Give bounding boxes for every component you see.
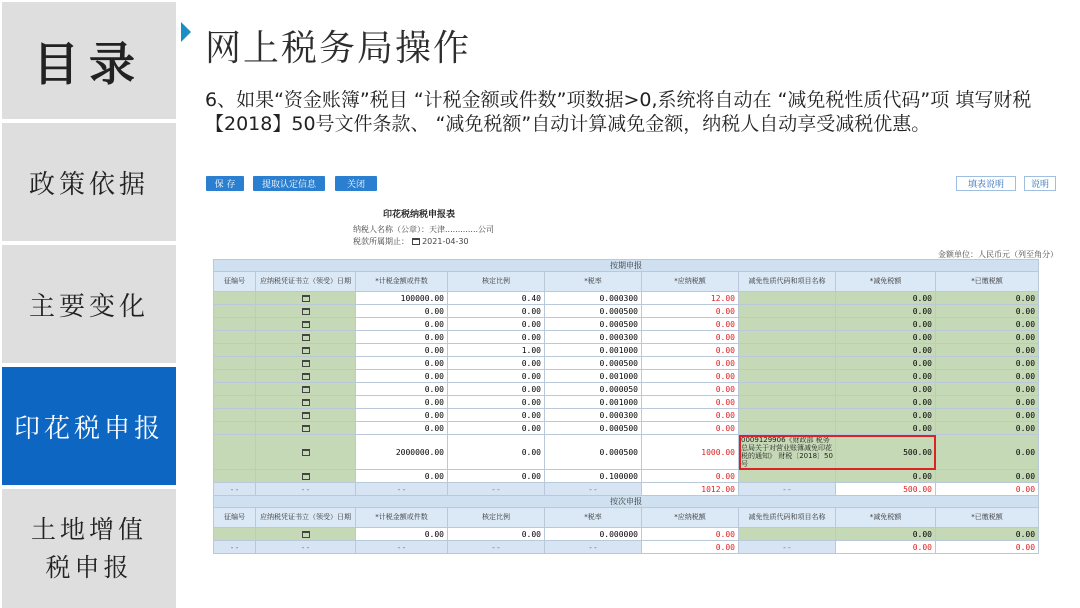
amount-input[interactable]: 0.00 [356, 357, 448, 370]
table-row [214, 305, 1039, 318]
ratio-input[interactable]: 0.00 [448, 396, 545, 409]
tax-payable: 0.00 [642, 422, 739, 435]
amount-input[interactable]: 2000000.00 [356, 435, 448, 470]
rate-input[interactable]: 0.000500 [545, 357, 642, 370]
form-title: 印花税纳税申报表 [383, 210, 456, 220]
table-row [214, 528, 1039, 541]
amount-input[interactable]: 100000.00 [356, 292, 448, 305]
exemption-code[interactable] [739, 344, 836, 357]
tax-payable: 1000.00 [642, 435, 739, 470]
tax-payable: 0.00 [642, 318, 739, 331]
total-placeholder: -- [356, 483, 448, 496]
amount-input[interactable]: 0.00 [356, 383, 448, 396]
column-header: 征编号 [214, 272, 256, 292]
date-cell [256, 318, 356, 331]
sidebar-item-change[interactable]: 主要变化 [2, 245, 176, 363]
tax-period-value: 2021-04-30 [422, 237, 469, 246]
total-placeholder: -- [256, 483, 356, 496]
table-row [214, 292, 1039, 305]
exemption-amount: 500.00 [836, 435, 936, 470]
exemption-code[interactable] [739, 528, 836, 541]
row-code [214, 409, 256, 422]
date-cell [256, 305, 356, 318]
column-header: 应纳税凭证书立（领受）日期 [256, 508, 356, 528]
row-code [214, 318, 256, 331]
total-exempt: 0.00 [836, 541, 936, 554]
calendar-icon[interactable] [302, 321, 310, 328]
paid-amount: 0.00 [936, 370, 1039, 383]
rate-input[interactable]: 0.000500 [545, 435, 642, 470]
paid-amount: 0.00 [936, 409, 1039, 422]
ratio-input[interactable]: 1.00 [448, 344, 545, 357]
exemption-amount: 0.00 [836, 370, 936, 383]
rate-input[interactable]: 0.000500 [545, 305, 642, 318]
date-cell [256, 528, 356, 541]
exemption-code[interactable] [739, 318, 836, 331]
total-placeholder: -- [448, 483, 545, 496]
date-cell [256, 422, 356, 435]
section-header [214, 260, 1039, 272]
ratio-input[interactable]: 0.00 [448, 331, 545, 344]
calendar-icon[interactable] [302, 531, 310, 538]
column-header-row [214, 508, 1039, 528]
column-header: *已缴税额 [936, 272, 1039, 292]
column-header: *计税金额或件数 [356, 508, 448, 528]
paid-amount: 0.00 [936, 292, 1039, 305]
sidebar-item-policy[interactable]: 政策依据 [2, 123, 176, 241]
calendar-icon[interactable] [302, 425, 310, 432]
exemption-code[interactable] [739, 370, 836, 383]
paid-amount: 0.00 [936, 305, 1039, 318]
exemption-amount: 0.00 [836, 528, 936, 541]
section-title: 按次申报 [214, 496, 1039, 508]
row-code [214, 305, 256, 318]
exemption-code[interactable] [739, 409, 836, 422]
row-code [214, 422, 256, 435]
calendar-icon[interactable] [302, 386, 310, 393]
rate-input[interactable]: 0.000500 [545, 318, 642, 331]
help-button[interactable]: 说明 [1024, 176, 1056, 191]
close-button[interactable]: 关闭 [335, 176, 377, 191]
exemption-code[interactable] [739, 357, 836, 370]
calendar-icon[interactable] [412, 238, 420, 245]
table-row [214, 383, 1039, 396]
row-code [214, 331, 256, 344]
date-cell [256, 409, 356, 422]
tax-payable: 0.00 [642, 305, 739, 318]
ratio-input[interactable]: 0.00 [448, 383, 545, 396]
ratio-input[interactable]: 0.00 [448, 370, 545, 383]
amount-input[interactable]: 0.00 [356, 305, 448, 318]
date-cell [256, 470, 356, 483]
rate-input[interactable]: 0.000000 [545, 528, 642, 541]
page-title: 网上税务局操作 [205, 28, 472, 69]
rate-input[interactable]: 0.000500 [545, 422, 642, 435]
rate-input[interactable]: 0.001000 [545, 344, 642, 357]
row-code [214, 528, 256, 541]
exemption-amount: 0.00 [836, 396, 936, 409]
table-row [214, 331, 1039, 344]
exemption-amount: 0.00 [836, 318, 936, 331]
table-row [214, 396, 1039, 409]
section-header [214, 496, 1039, 508]
calendar-icon[interactable] [302, 373, 310, 380]
calendar-icon[interactable] [302, 347, 310, 354]
ratio-input[interactable]: 0.00 [448, 305, 545, 318]
exemption-code[interactable] [739, 396, 836, 409]
amount-input[interactable]: 0.00 [356, 422, 448, 435]
calendar-icon[interactable] [302, 412, 310, 419]
section-title: 按期申报 [214, 260, 1039, 272]
exemption-amount: 0.00 [836, 422, 936, 435]
total-placeholder: -- [214, 541, 256, 554]
date-cell [256, 331, 356, 344]
fetch-info-button[interactable]: 提取认定信息 [253, 176, 325, 191]
tax-form-screenshot [198, 170, 1058, 570]
calendar-icon[interactable] [302, 360, 310, 367]
table-row [214, 470, 1039, 483]
total-placeholder: -- [448, 541, 545, 554]
rate-input[interactable]: 0.000300 [545, 292, 642, 305]
row-code [214, 292, 256, 305]
tax-payable: 0.00 [642, 409, 739, 422]
row-code [214, 396, 256, 409]
row-code [214, 435, 256, 470]
calendar-icon[interactable] [302, 473, 310, 480]
total-tax: 1012.00 [642, 483, 739, 496]
ratio-input[interactable]: 0.40 [448, 292, 545, 305]
rate-input[interactable]: 0.001000 [545, 370, 642, 383]
amount-input[interactable]: 0.00 [356, 470, 448, 483]
ratio-input[interactable]: 0.00 [448, 357, 545, 370]
ratio-input[interactable]: 0.00 [448, 422, 545, 435]
column-header: *应纳税额 [642, 508, 739, 528]
row-code [214, 344, 256, 357]
table-row [214, 370, 1039, 383]
rate-input[interactable]: 0.000300 [545, 331, 642, 344]
calendar-icon[interactable] [302, 295, 310, 302]
total-paid: 0.00 [936, 541, 1039, 554]
rate-input[interactable]: 0.000050 [545, 383, 642, 396]
exemption-code[interactable] [739, 305, 836, 318]
exemption-amount: 0.00 [836, 470, 936, 483]
tax-payable: 0.00 [642, 528, 739, 541]
total-exempt: 500.00 [836, 483, 936, 496]
amount-input[interactable]: 0.00 [356, 409, 448, 422]
tax-payable: 0.00 [642, 344, 739, 357]
description: 6、如果“资金账簿”税目 “计税金额或件数”项数据>0,系统将自动在 “减免税性质代码”项 填写财税【2018】50号文件条款、 “减免税额”自动计算减免金额，纳税人自动享受减税优惠。 [205, 89, 1032, 135]
column-header: 核定比例 [448, 508, 545, 528]
amount-input[interactable]: 0.00 [356, 370, 448, 383]
total-row [214, 483, 1039, 496]
sidebar [0, 0, 176, 608]
rate-input[interactable]: 0.001000 [545, 396, 642, 409]
currency-unit: 金额单位：人民币元（列至角分） [938, 250, 1058, 259]
column-header-row [214, 272, 1039, 292]
total-paid: 0.00 [936, 483, 1039, 496]
exemption-amount: 0.00 [836, 409, 936, 422]
taxpayer-name: 纳税人名称（公章）：天津.............公司 [353, 225, 495, 234]
tax-period-label: 税款所属期止： [353, 237, 409, 246]
tax-period [353, 236, 469, 247]
save-button[interactable]: 保 存 [206, 176, 244, 191]
paid-amount: 0.00 [936, 422, 1039, 435]
exemption-amount: 0.00 [836, 344, 936, 357]
sidebar-item-stamp-tax[interactable]: 印花税申报 [2, 367, 176, 485]
ratio-input[interactable]: 0.00 [448, 318, 545, 331]
column-header: 减免性质代码和项目名称 [739, 508, 836, 528]
paid-amount: 0.00 [936, 357, 1039, 370]
date-cell [256, 435, 356, 470]
paid-amount: 0.00 [936, 383, 1039, 396]
column-header: 核定比例 [448, 272, 545, 292]
total-placeholder: -- [739, 541, 836, 554]
total-tax: 0.00 [642, 541, 739, 554]
total-placeholder: -- [545, 483, 642, 496]
date-cell [256, 383, 356, 396]
tax-payable: 12.00 [642, 292, 739, 305]
exemption-code[interactable] [739, 383, 836, 396]
highlight-box [739, 435, 936, 470]
row-code [214, 470, 256, 483]
exemption-code[interactable]: 0009129906《财政部 税务总局关于对营业账簿减免印花税的通知》 财税〔2018〕50号 [739, 435, 836, 470]
ratio-input[interactable]: 0.00 [448, 528, 545, 541]
tax-payable: 0.00 [642, 396, 739, 409]
column-header: *税率 [545, 508, 642, 528]
exemption-code[interactable] [739, 422, 836, 435]
column-header: *计税金额或件数 [356, 272, 448, 292]
amount-input[interactable]: 0.00 [356, 318, 448, 331]
exemption-amount: 0.00 [836, 292, 936, 305]
tax-payable: 0.00 [642, 331, 739, 344]
tax-payable: 0.00 [642, 357, 739, 370]
tax-payable: 0.00 [642, 470, 739, 483]
sidebar-item-land-tax[interactable] [2, 489, 176, 608]
exemption-code[interactable] [739, 331, 836, 344]
fill-guide-button[interactable]: 填表说明 [956, 176, 1016, 191]
table-row [214, 318, 1039, 331]
sidebar-item-land-label: 土地增值税申报 [30, 514, 147, 582]
column-header: *应纳税额 [642, 272, 739, 292]
column-header: *税率 [545, 272, 642, 292]
ratio-input[interactable]: 0.00 [448, 435, 545, 470]
total-placeholder: -- [214, 483, 256, 496]
row-code [214, 370, 256, 383]
date-cell [256, 344, 356, 357]
exemption-amount: 0.00 [836, 357, 936, 370]
table-row [214, 422, 1039, 435]
amount-input[interactable]: 0.00 [356, 396, 448, 409]
exemption-code[interactable] [739, 292, 836, 305]
total-placeholder: -- [545, 541, 642, 554]
ratio-input[interactable]: 0.00 [448, 470, 545, 483]
calendar-icon[interactable] [302, 334, 310, 341]
total-placeholder: -- [356, 541, 448, 554]
column-header: *已缴税额 [936, 508, 1039, 528]
date-cell [256, 370, 356, 383]
paid-amount: 0.00 [936, 470, 1039, 483]
column-header: 征编号 [214, 508, 256, 528]
ratio-input[interactable]: 0.00 [448, 409, 545, 422]
total-placeholder: -- [256, 541, 356, 554]
column-header: 减免性质代码和项目名称 [739, 272, 836, 292]
amount-input[interactable]: 0.00 [356, 528, 448, 541]
tax-payable: 0.00 [642, 383, 739, 396]
table-row [214, 409, 1039, 422]
exemption-amount: 0.00 [836, 383, 936, 396]
date-cell [256, 292, 356, 305]
row-code [214, 383, 256, 396]
amount-input[interactable]: 0.00 [356, 344, 448, 357]
calendar-icon[interactable] [302, 399, 310, 406]
declaration-table [213, 259, 1039, 554]
column-header: 应纳税凭证书立（领受）日期 [256, 272, 356, 292]
table-row [214, 357, 1039, 370]
row-code [214, 357, 256, 370]
paid-amount: 0.00 [936, 344, 1039, 357]
title-accent-icon [181, 22, 191, 42]
exemption-amount: 0.00 [836, 305, 936, 318]
sidebar-item-toc[interactable]: 目录 [2, 2, 176, 119]
total-row [214, 541, 1039, 554]
column-header: *减免税额 [836, 272, 936, 292]
rate-input[interactable]: 0.000300 [545, 409, 642, 422]
paid-amount: 0.00 [936, 528, 1039, 541]
date-cell [256, 396, 356, 409]
rate-input[interactable]: 0.100000 [545, 470, 642, 483]
paid-amount: 0.00 [936, 318, 1039, 331]
total-placeholder: -- [739, 483, 836, 496]
amount-input[interactable]: 0.00 [356, 331, 448, 344]
calendar-icon[interactable] [302, 449, 310, 456]
tax-payable: 0.00 [642, 370, 739, 383]
table-row [214, 344, 1039, 357]
paid-amount: 0.00 [936, 331, 1039, 344]
paid-amount: 0.00 [936, 435, 1039, 470]
date-cell [256, 357, 356, 370]
exemption-amount: 0.00 [836, 331, 936, 344]
column-header: *减免税额 [836, 508, 936, 528]
calendar-icon[interactable] [302, 308, 310, 315]
exemption-code[interactable] [739, 470, 836, 483]
paid-amount: 0.00 [936, 396, 1039, 409]
